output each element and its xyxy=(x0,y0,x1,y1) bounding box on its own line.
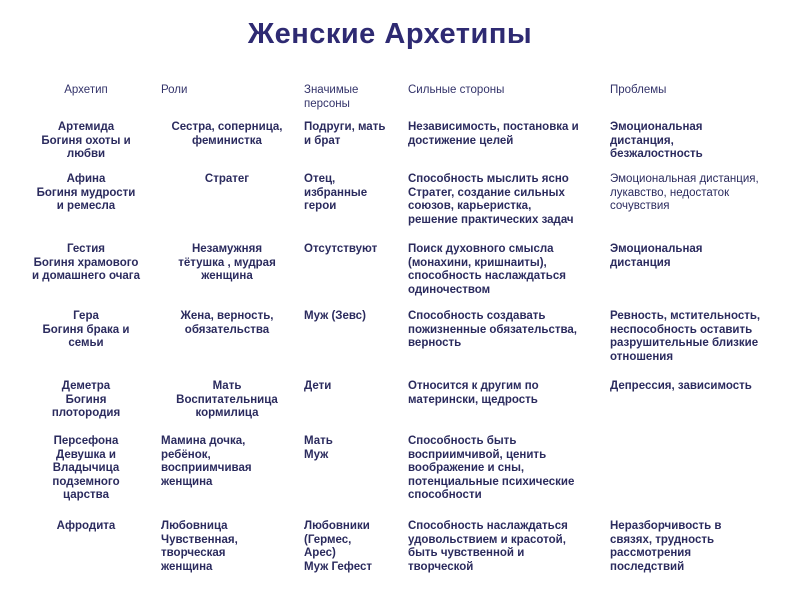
row-artemis-strengths: Независимость, постановка и достижение целей xyxy=(408,121,579,147)
row-persephone-roles: Мамина дочка, ребёнок, восприимчивая женщина xyxy=(161,435,252,488)
row-artemis-roles: Сестра, соперница, феминистка xyxy=(171,121,283,147)
header-persons: Значимые персоны xyxy=(304,84,359,110)
row-artemis-persons: Подруги, мать и брат xyxy=(304,121,386,147)
header-roles: Роли xyxy=(161,84,188,96)
row-demeter-strengths: Относится к другим по матерински, щедрость xyxy=(408,380,539,406)
row-artemis-archetype: Артемида Богиня охоты и любви xyxy=(41,121,131,161)
row-aphrodite-problems: Неразборчивость в связях, трудность рассмотрения последствий xyxy=(610,520,722,573)
row-artemis-problems: Эмоциональная дистанция, безжалостность xyxy=(610,121,703,161)
row-athena-problems: Эмоциональная дистанция, лукавство, недостаток сочувствия xyxy=(610,173,759,213)
row-aphrodite-archetype: Афродита xyxy=(56,520,116,532)
row-hera-persons: Муж (Зевс) xyxy=(304,310,366,322)
row-hera-roles: Жена, верность, обязательства xyxy=(180,310,274,336)
row-aphrodite-persons: Любовники (Гермес, Арес) Муж Гефест xyxy=(304,520,372,573)
page-title: Женские Архетипы xyxy=(247,18,533,50)
header-problems: Проблемы xyxy=(610,84,667,96)
row-persephone-strengths: Способность быть восприимчивой, ценить воображение и сны, потенциальные психические способности xyxy=(408,435,575,502)
row-aphrodite-strengths: Способность наслаждаться удовольствием и красотой, быть чувственной и творческой xyxy=(408,520,568,573)
header-strengths: Сильные стороны xyxy=(408,84,505,96)
row-hestia-problems: Эмоциональная дистанция xyxy=(610,243,703,269)
row-hestia-persons: Отсутствуют xyxy=(304,243,378,255)
header-archetype: Архетип xyxy=(64,84,108,96)
row-demeter-persons: Дети xyxy=(304,380,332,392)
row-hera-archetype: Гера Богиня брака и семьи xyxy=(42,310,130,350)
row-athena-archetype: Афина Богиня мудрости и ремесла xyxy=(36,173,136,213)
row-demeter-problems: Депрессия, зависимость xyxy=(610,380,752,392)
row-athena-roles: Стратег xyxy=(204,173,250,185)
row-demeter-roles: Мать Воспитательница кормилица xyxy=(176,380,278,420)
row-persephone-persons: Мать Муж xyxy=(304,435,333,461)
row-hera-problems: Ревность, мстительность, неспособность оставить разрушительные близкие отношения xyxy=(610,310,761,363)
row-athena-strengths: Способность мыслить ясно Стратег, создание сильных союзов, карьеристка, решение практических задач xyxy=(408,173,574,226)
row-hestia-archetype: Гестия Богиня храмового и домашнего очага xyxy=(32,243,140,283)
row-athena-persons: Отец, избранные герои xyxy=(304,173,368,213)
row-hestia-strengths: Поиск духовного смысла (монахини, кришнаиты), способность наслаждаться одиночеством xyxy=(408,243,566,296)
row-persephone-archetype: Персефона Девушка и Владычица подземного царства xyxy=(52,435,120,502)
row-hestia-roles: Незамужняя тётушка , мудрая женщина xyxy=(178,243,276,283)
row-hera-strengths: Способность создавать пожизненные обязательства, верность xyxy=(408,310,577,350)
row-demeter-archetype: Деметра Богиня плотородия xyxy=(51,380,121,420)
row-aphrodite-roles: Любовница Чувственная, творческая женщина xyxy=(161,520,238,573)
